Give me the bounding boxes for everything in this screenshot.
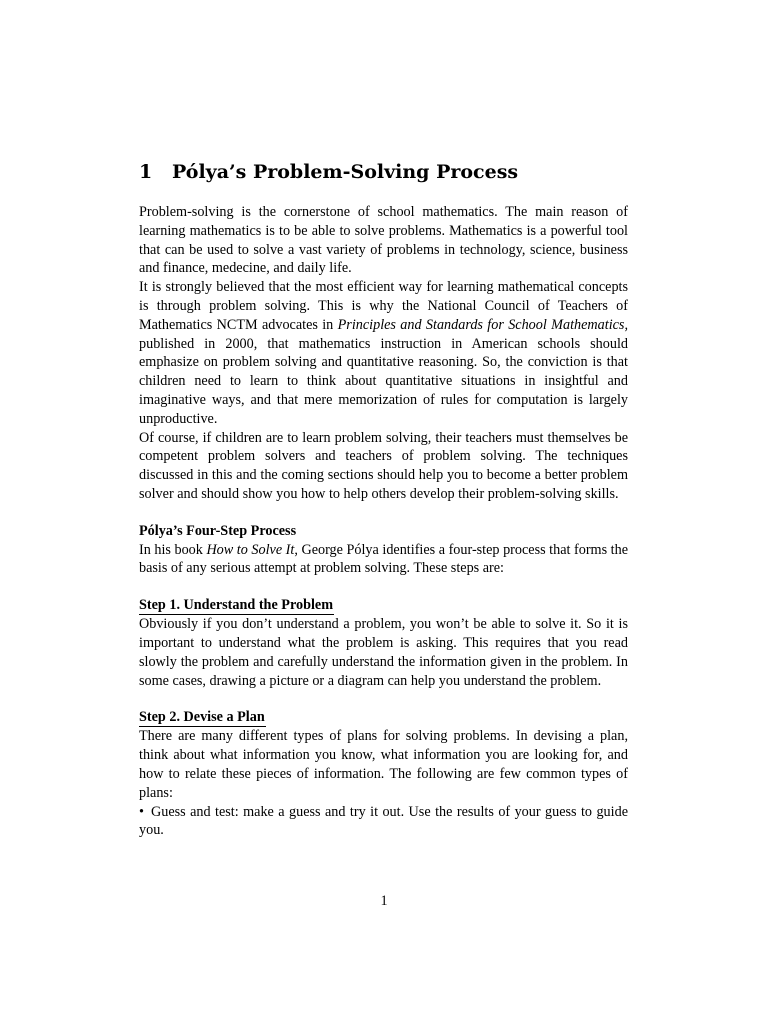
book-title: How to Solve It [206,541,295,558]
spacer [139,578,628,596]
step-2-paragraph: There are many different types of plans for solving problems. In devising a plan, think about what information you know, what information you are looking for, and how to relate these pieces of information. The following are few common types of plans: [139,728,628,801]
four-step-text-a: In his book [139,541,207,558]
page-number: 1 [380,893,388,909]
spacer [139,690,628,708]
section-title [139,160,628,184]
intro-paragraph-2-text-b: published in 2000, that mathematics instruction in American schools should emphasize on problem solving and quantitative reasoning. So, the conviction is that children need to learn to think about quantitative situations in insightful and imaginative ways, and that mere memorization of rules for computation is largely unproductive. [139,335,628,427]
step-1-heading: Step 1. Understand the Problem [139,597,334,614]
step-2-heading: Step 2. Devise a Plan [139,709,265,726]
intro-paragraph-2-text-a: It is strongly believed that the most efficient way for learning mathematical concepts is through problem solving. This is why the National Council of Teachers of Mathematics NCTM advocates in [139,279,628,333]
intro-paragraph-2 [139,278,628,428]
spacer [139,504,628,522]
section-title-text: Pólya’s Problem-Solving Process [172,161,519,183]
bullet-item [139,803,628,841]
bullet-text: Guess and test: make a guess and try it out. Use the results of your guess to guide you. [139,803,628,839]
section-number: 1 [139,161,153,183]
four-step-text-b: , George Pólya identifies a four-step process that forms the basis of any serious attempt at problem solving. These steps are: [139,541,629,577]
four-step-paragraph [139,541,628,579]
intro-paragraph-1: Problem-solving is the cornerstone of school mathematics. The main reason of learning mathematics is to be able to solve problems. Mathematics is a powerful tool that can be used to solve a vast variety of problems in technology, science, business and finance, medecine, and daily life. [139,204,628,277]
four-step-heading: Pólya’s Four-Step Process [139,522,297,539]
standards-title: Principles and Standards for School Mathematics, [337,316,628,333]
intro-paragraph-3: Of course, if children are to learn problem solving, their teachers must themselves be competent problem solvers and teachers of problem solving. The techniques discussed in this and the coming sections should help you to become a better problem solver and should show you how to help others develop their problem-solving skills. [139,429,628,502]
step-1-paragraph: Obviously if you don’t understand a problem, you won’t be able to solve it. So it is important to understand what the problem is asking. This requires that you read slowly the problem and carefully understand the information given in the problem. In some cases, drawing a picture or a diagram can help you understand the problem. [139,616,628,689]
document-body [139,160,628,840]
bullet-icon: • [139,803,144,820]
